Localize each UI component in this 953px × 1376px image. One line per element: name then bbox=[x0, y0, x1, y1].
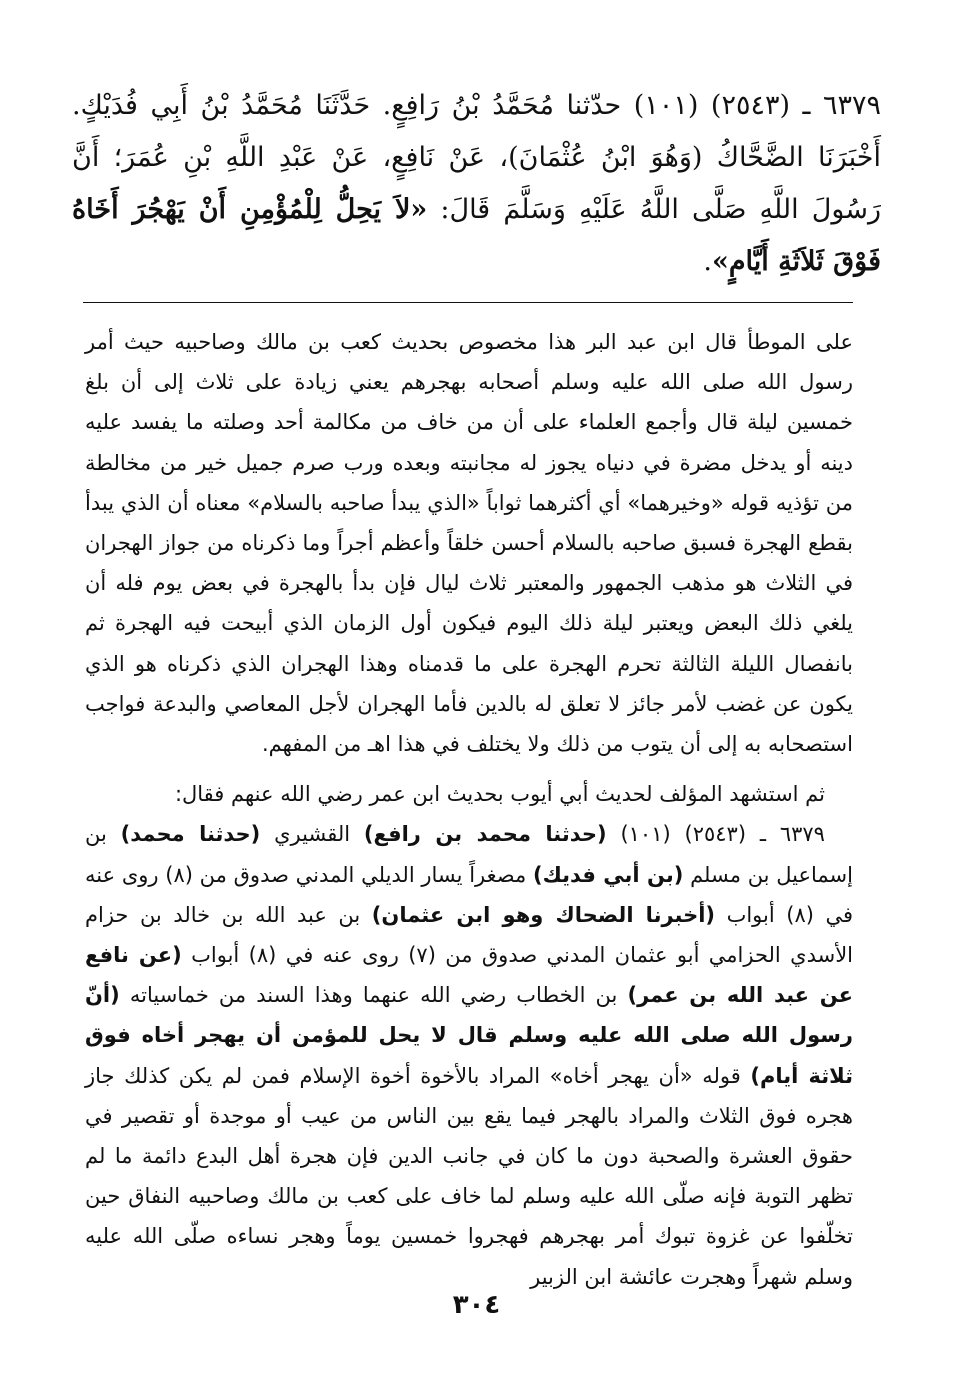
page-number: ٣٠٤ bbox=[452, 1290, 501, 1320]
hadith-quote: «لاَ يَحِلُّ لِلْمُؤْمِنِ أَنْ يَهْجُرَ أَخَاهُ فَوْقَ ثَلاَثَةِ أَيَّامٍ» bbox=[72, 194, 881, 277]
hadith-matn: (أنّ رسول الله صلى الله عليه وسلم قال لا يحل للمؤمن أن يهجر أخاه فوق ثلاثة أيام) bbox=[85, 983, 853, 1088]
commentary bbox=[85, 322, 853, 1297]
narrator-3-note: مصغراً يسار الديلي المدني صدوق من (٨) روى عنه في (٨) أبواب bbox=[85, 862, 853, 927]
narrator-2: (حدثنا محمد) bbox=[120, 822, 261, 847]
narrator-1-note: القشيري bbox=[274, 822, 351, 847]
hadith-text bbox=[72, 80, 881, 288]
commentary-paragraph-2: ثم استشهد المؤلف لحديث أبي أيوب بحديث ابن عمر رضي الله عنهم فقال: bbox=[174, 782, 825, 807]
narrator-4: (أخبرنا الضحاك وهو ابن عثمان) bbox=[371, 902, 716, 927]
commentary-paragraph-3 bbox=[85, 814, 853, 1296]
narrator-5-note: بن الخطاب رضي الله عنهما وهذا السند من خماسياته bbox=[129, 983, 618, 1008]
explanation: قوله «أن يهجر أخاه» المراد بالأخوة أخوة الإسلام فمن لم يكن كذلك جاز هجره فوق الثلاث والمراد بالهجر فيما يقع بين الناس من عيب أو موجدة أو تقصير في حقوق العشرة والصحبة دون ما كان في جانب الدين فإن هجرة أهل البدع دائمة ما لم تظهر التوبة فإنه صلّى الله عليه وسلم لما خاف على كعب بن مالك وصاحبيه النفاق حين تخلّفوا عن غزوة تبوك أمر بهجرهم فهجروا خمسين يوماً وهجر نساءه صلّى الله عليه وسلم شهراً وهجرت عائشة ابن الزبير bbox=[85, 1063, 853, 1289]
hadith-chain: ٦٣٧٩ ـ (٢٥٤٣) (١٠١) حدّثنا مُحَمَّدُ بْنُ رَافِعٍ. حَدَّثَنَا مُحَمَّدُ بْنُ أَبِي فُدَيْكٍ. أَخْبَرَنَا الضَّحَّاكُ (وَهُوَ ابْنُ عُثْمَانَ)، عَنْ نَافِعٍ، عَنْ عَبْدِ اللَّهِ بْنِ عُمَرَ؛ أَنَّ رَسُولَ اللَّهِ صَلَّى اللَّهُ عَلَيْهِ وَسَلَّمَ قَالَ: bbox=[72, 90, 882, 225]
commentary-paragraph-1: على الموطأ قال ابن عبد البر هذا مخصوص بحديث كعب بن مالك وصاحبيه حيث أمر رسول الله صلى الله عليه وسلم أصحابه بهجرهم يعني زيادة على ثلاث إلى أن بلغ خمسين ليلة قال وأجمع العلماء على أن من خاف من مكالمة أحد وصلته ما يفسد عليه دينه أو يدخل مضرة في دنياه يجوز له مجانبته وبعده ورب صرم جميل خير من مخالطة من تؤذيه قوله «وخيرهما» أي أكثرهما ثواباً «الذي يبدأ صاحبه بالسلام» معناه أن الذي يبدأ بقطع الهجرة فسبق صاحبه بالسلام أحسن خلقاً وأعظم أجراً وما ذكرناه من جواز الهجران في الثلاث هو مذهب الجمهور والمعتبر ثلاث ليال فإن بدأ بالهجرة في بعض يوم فله أن يلغي ذلك البعض ويعتبر ليلة ذلك اليوم فيكون أول الزمان الذي أبيحت فيه الهجرة ثم بانفصال الليلة الثالثة تحرم الهجرة على ما قدمناه وهذا الهجران الذي ذكرناه هو الذي يكون عن غضب لأمر جائز لا تعلق له بالدين فأما الهجران لأجل المعاصي والبدعة فواجب استصحابه به إلى أن يتوب من ذلك ولا يختلف في هذا اهـ من المفهم. bbox=[85, 330, 853, 757]
narrator-4-note: بن عبد الله بن خالد بن حزام الأسدي الحزامي أبو عثمان المدني صدوق من (٧) روى عنه في (٨) أبواب bbox=[85, 902, 854, 968]
hadith-end: . bbox=[703, 246, 712, 277]
narrator-1: (حدثنا محمد بن رافع) bbox=[363, 822, 607, 847]
narrator-3: (بن أبي فديك) bbox=[532, 862, 684, 887]
narrator-2-note: بن إسماعيل بن مسلم bbox=[85, 822, 853, 887]
hadith-number: ٦٣٧٩ ـ (٢٥٤٣) (١٠١) bbox=[620, 822, 825, 847]
footnote-divider bbox=[83, 302, 853, 303]
narrator-5: (عن نافع عن عبد الله بن عمر) bbox=[85, 943, 853, 1008]
